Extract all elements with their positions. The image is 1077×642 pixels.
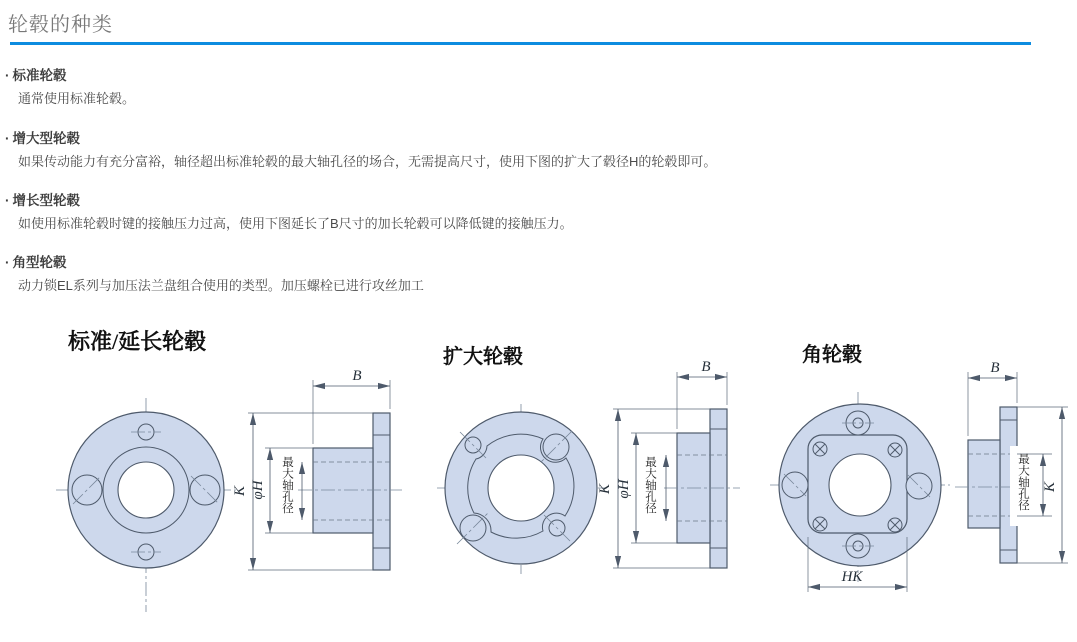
enlarged-hub-front-view [437,404,607,574]
flange-plate-section [373,413,390,570]
section-heading-label: 增大型轮毂 [12,131,80,146]
standard-hub-side-view [232,368,402,570]
dim-label-phi-h: φH [616,479,632,499]
diagram-enlarged [437,359,740,574]
standard-hub-front-view [56,398,236,612]
enlarged-hub-side-view [597,359,740,568]
dim-label-b: B [990,360,1000,376]
diagram-standard-extended [56,368,402,612]
section-body-lengthened: 如使用标准轮毂时键的接触压力过高，使用下图延长了B尺寸的加长轮毂可以降低键的接触压力。 [18,216,573,231]
section-body-standard: 通常使用标准轮毂。 [18,91,136,106]
hub-diagrams-svg [0,320,1077,642]
flange-plate-section [710,409,727,568]
section-heading-enlarged [5,127,80,147]
section-heading-label: 增长型轮毂 [12,193,80,208]
bore-circle [118,462,174,518]
bullet-icon: · [5,68,10,83]
section-heading-lengthened [5,189,80,209]
dim-label-b: B [701,359,711,375]
dim-label-k: K [232,485,248,497]
page-title: 轮毂的种类 [8,14,113,36]
dim-label-max-bore: 最大轴孔径 [282,457,294,515]
section-body-angle: 动力锁EL系列与加压法兰盘组合使用的类型。加压螺栓已进行攻丝加工 [18,278,424,293]
section-heading-angle [5,251,67,271]
dim-label-hk: HK [841,569,863,585]
diagram-area [0,320,1077,642]
bullet-icon: · [5,193,10,208]
dim-label-phi-h: φH [250,480,266,500]
angle-hub-front-view [770,392,950,592]
dim-label-max-bore: 最大轴孔径 [1018,454,1030,512]
dim-label-b: B [352,368,362,384]
diagram-title-angle: 角轮毂 [802,344,862,366]
section-body-enlarged: 如果传动能力有充分富裕，轴径超出标准轮毂的最大轴孔径的场合，无需提高尺寸，使用下图的扩大了毂径H的轮毂即可。 [18,154,717,169]
section-heading-label: 角型轮毂 [12,255,67,270]
bullet-icon: · [5,131,10,146]
section-heading-standard [5,64,67,84]
diagram-title-enlarged: 扩大轮毂 [443,346,523,368]
bore-circle [829,454,891,516]
section-heading-label: 标准轮毂 [12,68,67,83]
dim-label-k: K [597,483,613,495]
title-divider [10,42,1031,45]
diagram-angle [770,360,1068,592]
hub-body-section [968,440,1000,528]
angle-hub-side-view [955,360,1068,563]
bullet-icon: · [5,255,10,270]
diagram-title-standard-extended: 标准/延长轮毂 [68,329,207,354]
dim-label-max-bore: 最大轴孔径 [645,457,657,515]
bore-circle [488,455,554,521]
dim-label-k: K [1042,481,1058,493]
